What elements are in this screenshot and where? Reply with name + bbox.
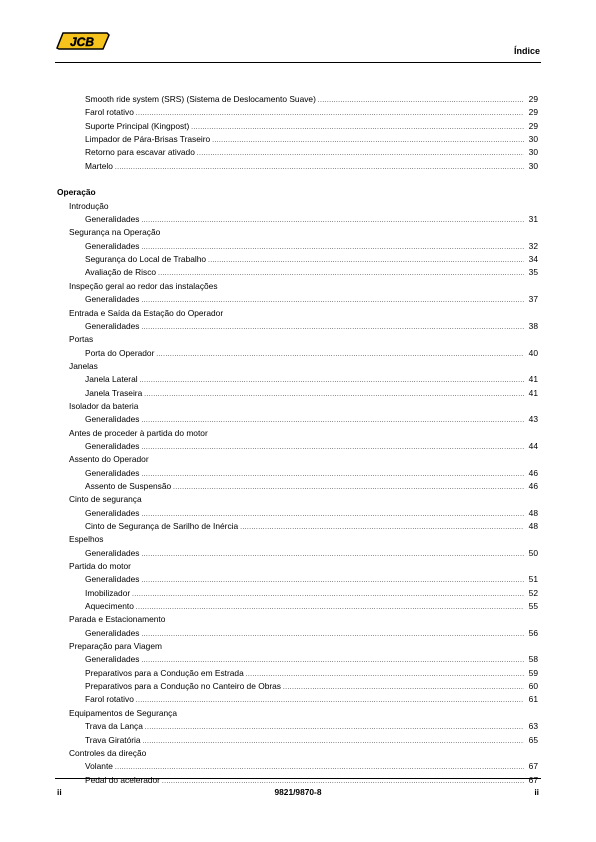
toc-entry-title: Generalidades — [85, 547, 140, 558]
toc-entry-title: Trava da Lança — [85, 721, 143, 732]
toc-entry-title: Smooth ride system (SRS) (Sistema de Deslocamento Suave) — [85, 94, 316, 104]
toc-entry-title: Espelhos — [69, 534, 104, 545]
toc-subsection-heading — [69, 226, 538, 239]
toc-row — [0, 160, 596, 173]
toc-entry-title: Suporte Principal (Kingpost) — [85, 120, 190, 131]
toc-row — [0, 427, 596, 440]
footer-document-number: 9821/9870-8 — [274, 787, 322, 797]
toc-subsection-heading — [69, 200, 538, 213]
toc-page-number: 41 — [528, 374, 538, 385]
toc-entry-title: Generalidades — [85, 214, 140, 225]
toc-row — [0, 774, 596, 787]
jcb-logo — [55, 30, 111, 52]
toc-entry-title: Equipamentos de Segurança — [69, 707, 178, 718]
toc-row — [0, 600, 596, 613]
toc-row — [0, 213, 596, 226]
toc-entry-title: Janela Lateral — [85, 374, 138, 385]
toc-row — [0, 653, 596, 666]
toc-entry-title: Volante — [85, 761, 113, 772]
toc-page-number: 63 — [528, 721, 538, 732]
toc-row — [0, 240, 596, 253]
toc-entry-title: Segurança na Operação — [69, 227, 161, 238]
toc-page-number: 46 — [528, 467, 538, 478]
toc-row — [0, 413, 596, 426]
toc-page-number: 44 — [528, 440, 538, 451]
toc-row — [0, 640, 596, 653]
toc-page-number: 30 — [528, 134, 538, 145]
toc-page-number: 29 — [528, 120, 538, 131]
toc-page-number: 61 — [528, 694, 538, 705]
toc-page-number: 35 — [528, 267, 538, 278]
toc-entry-title: Porta do Operador — [85, 347, 155, 358]
toc-row — [0, 373, 596, 386]
table-of-contents — [0, 93, 596, 787]
toc-subsection-heading — [69, 493, 538, 506]
toc-row — [0, 320, 596, 333]
toc-row — [0, 106, 596, 119]
toc-entry-title: Entrada e Saída da Estação do Operador — [69, 307, 224, 318]
toc-row — [0, 293, 596, 306]
logo-text: JCB — [69, 35, 95, 49]
toc-subsection-heading — [69, 613, 538, 626]
toc-entry-title: Cinto de segurança — [69, 494, 142, 505]
toc-row — [0, 493, 596, 506]
toc-entry-title: Controles da direção — [69, 747, 147, 758]
toc-page-number: 55 — [528, 601, 538, 612]
toc-row — [0, 533, 596, 546]
toc-entry-title: Parada e Estacionamento — [69, 614, 166, 625]
toc-subsection-heading — [69, 280, 538, 293]
toc-entry-title: Generalidades — [85, 574, 140, 585]
toc-entry-title: Trava Giratória — [85, 734, 141, 745]
toc-row — [0, 400, 596, 413]
toc-page-number: 67 — [528, 774, 538, 785]
toc-row — [0, 507, 596, 520]
toc-entry-title: Pedal do acelerador — [85, 774, 160, 785]
toc-row — [0, 760, 596, 773]
toc-subsection-heading — [69, 747, 538, 760]
toc-row — [0, 146, 596, 159]
toc-entry-title: Operação — [57, 187, 96, 198]
toc-page-number: 37 — [528, 294, 538, 305]
toc-spacer — [0, 173, 596, 186]
toc-row — [0, 627, 596, 640]
toc-row — [0, 280, 596, 293]
toc-page-number: 43 — [528, 414, 538, 425]
toc-page-number: 59 — [528, 667, 538, 678]
toc-entry-title: Inspeção geral ao redor das instalações — [69, 280, 218, 291]
toc-entry-title: Janelas — [69, 360, 98, 371]
toc-row — [0, 720, 596, 733]
toc-entry-title: Generalidades — [85, 240, 140, 251]
toc-row — [0, 734, 596, 747]
toc-entry-title: Generalidades — [85, 294, 140, 305]
toc-page-number: 50 — [528, 547, 538, 558]
toc-entry-title: Assento de Suspensão — [85, 480, 172, 491]
header-divider — [55, 62, 541, 63]
toc-row — [0, 747, 596, 760]
toc-row — [0, 347, 596, 360]
toc-entry-title: Antes de proceder à partida do motor — [69, 427, 208, 438]
toc-row — [0, 360, 596, 373]
toc-row — [0, 573, 596, 586]
toc-entry-title: Imobilizador — [85, 587, 131, 598]
toc-page-number: 30 — [528, 160, 538, 171]
toc-entry-title: Preparativos para a Condução no Canteiro de Obras — [85, 681, 281, 692]
toc-entry-title: Aquecimento — [85, 601, 134, 612]
toc-page-number: 30 — [528, 147, 538, 158]
toc-page-number: 58 — [528, 654, 538, 665]
toc-subsection-heading — [69, 560, 538, 573]
toc-row — [0, 133, 596, 146]
toc-subsection-heading — [69, 400, 538, 413]
toc-page-number: 56 — [528, 627, 538, 638]
toc-row — [0, 307, 596, 320]
toc-row — [0, 587, 596, 600]
toc-row — [0, 186, 596, 199]
toc-row — [0, 226, 596, 239]
toc-page-number: 48 — [528, 521, 538, 531]
toc-page-number: 34 — [528, 254, 538, 265]
toc-entry-title: Generalidades — [85, 440, 140, 451]
footer-page-right: ii — [534, 787, 539, 797]
toc-subsection-heading — [69, 360, 538, 373]
toc-subsection-heading — [69, 533, 538, 546]
toc-page-number: 29 — [528, 94, 538, 104]
toc-row — [0, 560, 596, 573]
toc-entry-title: Introdução — [69, 200, 109, 211]
toc-page-number: 65 — [528, 734, 538, 745]
toc-row — [0, 120, 596, 133]
toc-subsection-heading — [69, 307, 538, 320]
toc-row — [0, 707, 596, 720]
toc-row — [0, 93, 596, 106]
toc-page-number: 60 — [528, 681, 538, 692]
toc-entry-title: Generalidades — [85, 627, 140, 638]
toc-entry-title: Retorno para escavar ativado — [85, 147, 195, 158]
toc-page-number: 67 — [528, 761, 538, 772]
toc-row — [0, 253, 596, 266]
toc-subsection-heading — [69, 707, 538, 720]
toc-row — [0, 467, 596, 480]
toc-row — [0, 693, 596, 706]
toc-page-number: 32 — [528, 240, 538, 251]
toc-row — [0, 667, 596, 680]
toc-section-heading — [57, 186, 538, 199]
toc-entry-title: Assento do Operador — [69, 454, 149, 465]
toc-entry-title: Generalidades — [85, 467, 140, 478]
toc-page-number: 31 — [528, 214, 538, 225]
toc-row — [0, 266, 596, 279]
page-header-title: Índice — [513, 46, 540, 56]
toc-entry-title: Generalidades — [85, 414, 140, 425]
toc-entry-title: Generalidades — [85, 320, 140, 331]
toc-page-number: 48 — [528, 507, 538, 518]
toc-entry-title: Preparativos para a Condução em Estrada — [85, 667, 244, 678]
toc-row — [0, 387, 596, 400]
toc-subsection-heading — [69, 427, 538, 440]
toc-subsection-heading — [69, 453, 538, 466]
toc-page-number: 41 — [528, 387, 538, 398]
toc-entry-title: Farol rotativo — [85, 107, 134, 118]
toc-entry-title: Preparação para Viagem — [69, 641, 162, 652]
toc-page-number: 51 — [528, 574, 538, 585]
toc-entry-title: Janela Traseira — [85, 387, 143, 398]
toc-page-number: 46 — [528, 480, 538, 491]
toc-subsection-heading — [69, 640, 538, 653]
toc-entry-title: Isolador da bateria — [69, 400, 139, 411]
toc-entry-title: Segurança do Local de Trabalho — [85, 254, 207, 265]
toc-entry-title: Generalidades — [85, 507, 140, 518]
toc-row — [0, 333, 596, 346]
toc-entry-title: Partida do motor — [69, 561, 131, 572]
toc-page-number: 52 — [528, 587, 538, 598]
toc-entry-title: Avaliação de Risco — [85, 267, 157, 278]
toc-entry-title: Generalidades — [85, 654, 140, 665]
toc-entry-title: Martelo — [85, 160, 113, 171]
toc-entry-title: Cinto de Segurança de Sarilho de Inércia — [85, 521, 239, 531]
toc-row — [0, 200, 596, 213]
toc-row — [0, 547, 596, 560]
toc-entry-title: Farol rotativo — [85, 694, 134, 705]
toc-row — [0, 480, 596, 493]
toc-entry-title: Limpador de Pára-Brisas Traseiro — [85, 134, 211, 145]
toc-row — [0, 440, 596, 453]
toc-entry-title: Portas — [69, 334, 94, 345]
toc-page-number: 38 — [528, 320, 538, 331]
toc-page-number: 40 — [528, 347, 538, 358]
toc-subsection-heading — [69, 333, 538, 346]
toc-row — [0, 453, 596, 466]
toc-row — [0, 613, 596, 626]
footer-divider — [55, 778, 541, 779]
toc-row — [0, 680, 596, 693]
footer-page-left: ii — [57, 787, 62, 797]
toc-page-number: 29 — [528, 107, 538, 118]
toc-row — [0, 520, 596, 533]
